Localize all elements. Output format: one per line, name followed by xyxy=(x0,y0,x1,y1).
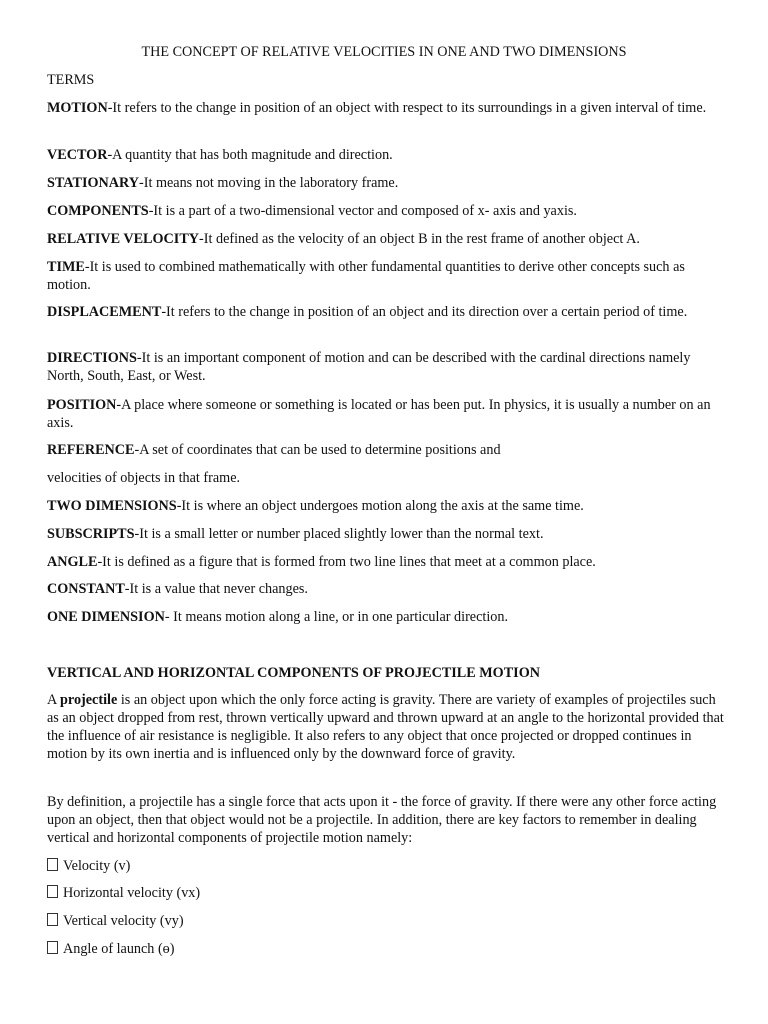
term-entry xyxy=(47,553,727,571)
term-definition: -It is a value that never changes. xyxy=(124,581,308,597)
terms-heading: TERMS xyxy=(47,72,95,88)
term-name: STATIONARY xyxy=(47,175,139,191)
paragraph-projectile xyxy=(47,691,727,763)
list-item-text: Velocity (v) xyxy=(63,858,131,874)
term-entry xyxy=(47,349,727,385)
document-title: THE CONCEPT OF RELATIVE VELOCITIES IN ONE AND TWO DIMENSIONS xyxy=(141,44,627,60)
paragraph-prefix: A xyxy=(47,692,61,708)
term-definition: -It defined as the velocity of an object B in the rest frame of another object A. xyxy=(199,231,640,247)
term-definition: -It refers to the change in position of an object and its direction over a certain period of time. xyxy=(161,304,688,320)
paragraph-definition: By definition, a projectile has a single force that acts upon it - the force of gravity. If there were any other force acting upon an object, then that object would not be a projectile. In addition, there are key factors to remember in dealing vertical and horizontal components of projectile motion namely: xyxy=(47,794,717,846)
term-definition: -A place where someone or something is located or has been put. In physics, it is usually a number on an axis. xyxy=(47,397,711,431)
term-definition: -A quantity that has both magnitude and direction. xyxy=(107,147,393,163)
term-name: POSITION xyxy=(47,397,117,413)
paragraph-text: is an object upon which the only force acting is gravity. There are variety of examples of projectiles such as an object dropped from rest, thrown vertically upward and thrown upward at an angle to the horizontal provided that the influence of air resistance is negligible. It also refers to any object that once projected or dropped continues in motion by its own inertia and is influenced only by the downward force of gravity. xyxy=(47,692,724,762)
list-item xyxy=(47,912,727,930)
term-entry xyxy=(47,202,727,220)
bullet-icon xyxy=(47,913,58,926)
term-name: CONSTANT xyxy=(47,581,125,597)
term-entry xyxy=(47,303,727,321)
term-name: ONE DIMENSION xyxy=(47,609,165,625)
term-definition: -It is an important component of motion and can be described with the cardinal directions namely North, South, East, or West. xyxy=(47,350,691,384)
term-entry xyxy=(47,146,727,164)
bullet-icon xyxy=(47,941,58,954)
term-name: RELATIVE VELOCITY xyxy=(47,231,200,247)
term-definition: -It is used to combined mathematically with other fundamental quantities to derive other concepts such as motion. xyxy=(47,259,685,293)
term-name: TWO DIMENSIONS xyxy=(47,498,177,514)
term-entry xyxy=(47,497,727,515)
term-entry xyxy=(47,608,727,626)
term-name: TIME xyxy=(47,259,85,275)
term-entry xyxy=(47,258,727,294)
term-entry xyxy=(47,174,727,192)
term-entry xyxy=(47,230,727,248)
list-item-text: Angle of launch (ɵ) xyxy=(63,941,175,957)
list-item xyxy=(47,857,727,875)
projectile-term: projectile xyxy=(60,692,118,708)
list-item-text: Horizontal velocity (vx) xyxy=(63,885,201,901)
term-name: MOTION xyxy=(47,100,108,116)
term-name: ANGLE xyxy=(47,554,98,570)
term-name: DISPLACEMENT xyxy=(47,304,162,320)
term-name: COMPONENTS xyxy=(47,203,149,219)
document-page xyxy=(47,0,727,1024)
term-entry xyxy=(47,99,727,117)
list-item xyxy=(47,884,727,902)
term-name: VECTOR xyxy=(47,147,108,163)
term-name: DIRECTIONS xyxy=(47,350,137,366)
term-name: REFERENCE xyxy=(47,442,135,458)
section-heading: VERTICAL AND HORIZONTAL COMPONENTS OF PROJECTILE MOTION xyxy=(47,665,540,681)
list-item xyxy=(47,940,727,958)
term-entry xyxy=(47,396,727,432)
bullet-icon xyxy=(47,885,58,898)
term-definition: -It means not moving in the laboratory frame. xyxy=(139,175,399,191)
term-definition: -It is a small letter or number placed slightly lower than the normal text. xyxy=(134,526,544,542)
term-entry xyxy=(47,441,727,459)
term-entry xyxy=(47,525,727,543)
term-definition: velocities of objects in that frame. xyxy=(47,470,241,486)
term-definition: -It is where an object undergoes motion along the axis at the same time. xyxy=(176,498,584,514)
term-continuation xyxy=(47,469,727,487)
term-entry xyxy=(47,580,727,598)
bullet-icon xyxy=(47,858,58,871)
term-definition: -It is defined as a figure that is formed from two line lines that meet at a common place. xyxy=(97,554,596,570)
term-name: SUBSCRIPTS xyxy=(47,526,135,542)
term-definition: -It is a part of a two-dimensional vector and composed of x- axis and yaxis. xyxy=(148,203,577,219)
term-definition: - It means motion along a line, or in one particular direction. xyxy=(164,609,509,625)
term-definition: -A set of coordinates that can be used to determine positions and xyxy=(134,442,501,458)
list-item-text: Vertical velocity (vy) xyxy=(63,913,184,929)
term-definition: -It refers to the change in position of an object with respect to its surroundings in a given interval of time. xyxy=(107,100,707,116)
